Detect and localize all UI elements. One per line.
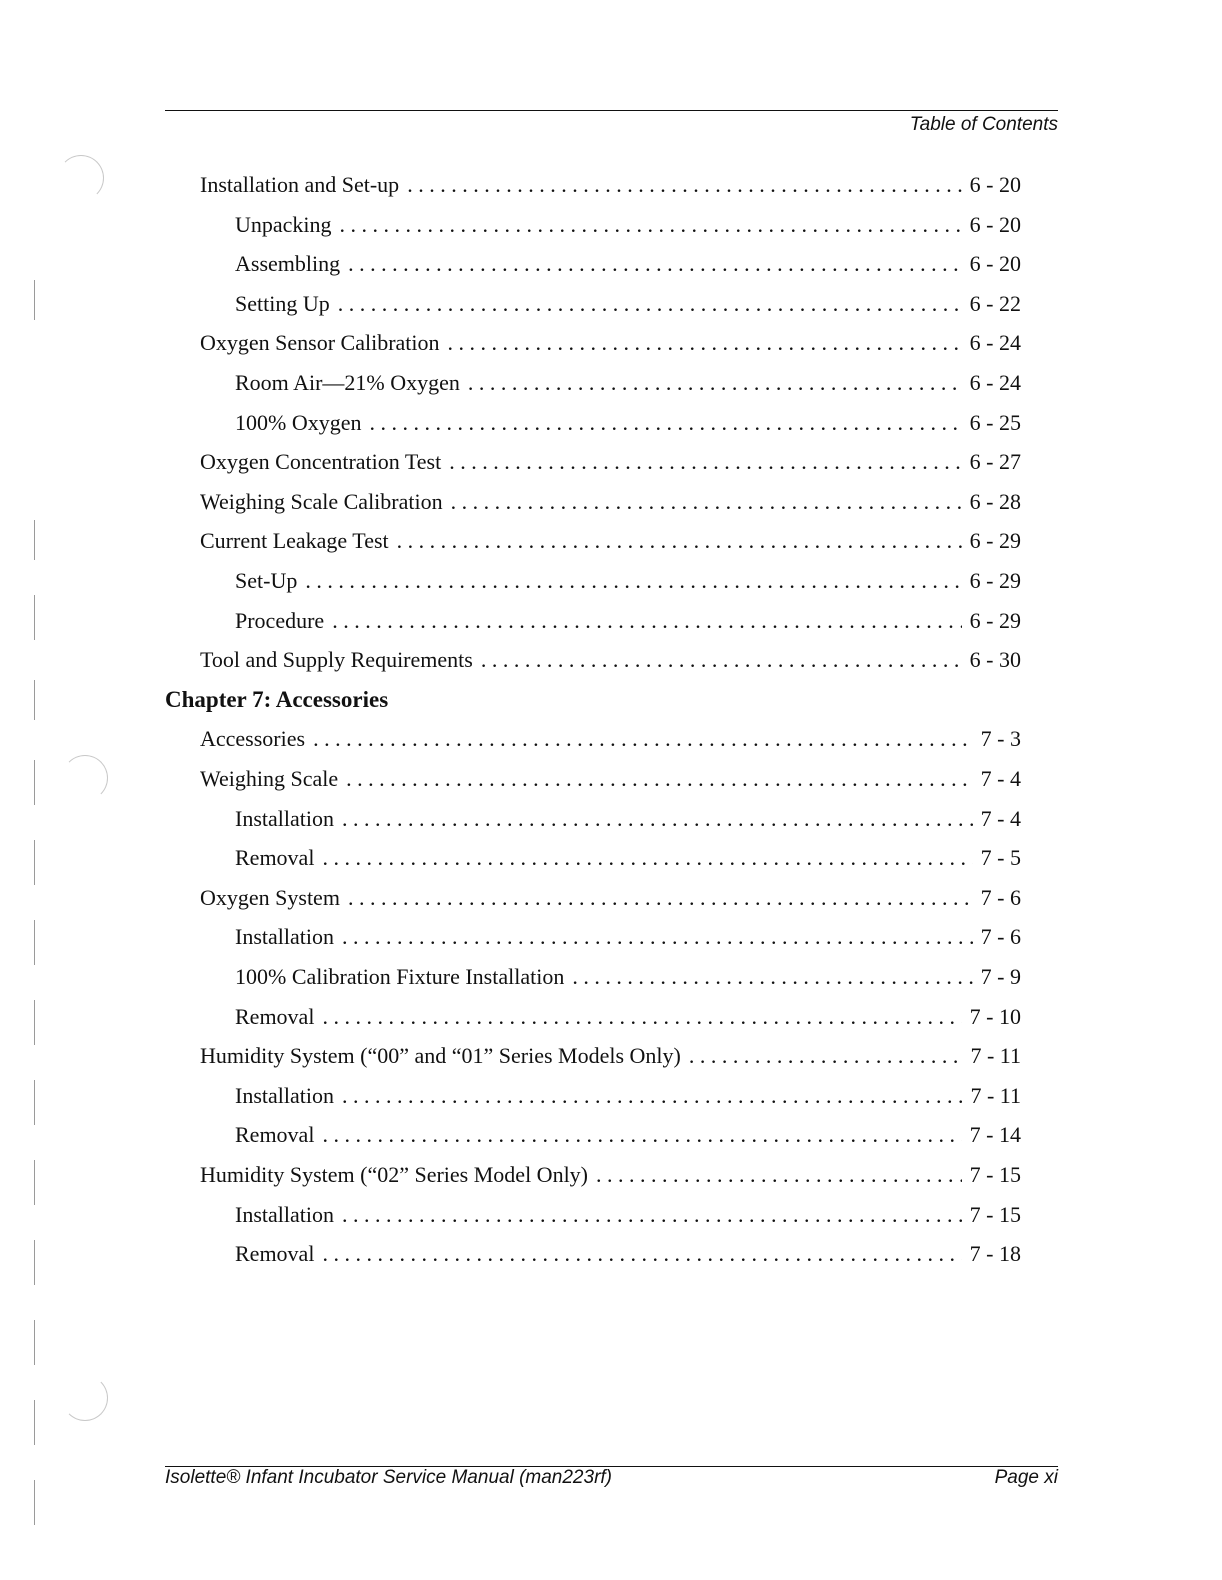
toc-entry-page: 6 - 20 (969, 251, 1021, 277)
toc-entry-page: 6 - 25 (969, 409, 1021, 435)
toc-entry-page: 6 - 20 (969, 172, 1021, 197)
toc-dot-leader (322, 1000, 961, 1034)
toc-dot-leader (369, 406, 961, 440)
toc-dot-leader (313, 722, 973, 756)
toc-entry[interactable] (235, 208, 1021, 242)
toc-entry-page: 7 - 11 (970, 1043, 1021, 1069)
toc-entry[interactable] (235, 247, 1021, 281)
toc-entry[interactable] (235, 960, 1021, 994)
toc-entry-label: Unpacking (235, 211, 332, 237)
toc-entry-page: 6 - 24 (969, 370, 1021, 395)
chapter-heading[interactable]: Chapter 7: Accessories (165, 686, 389, 712)
toc-entry[interactable] (200, 881, 1021, 915)
toc-entry-label: 100% Calibration Fixture Installation (235, 964, 565, 989)
toc-entry-label: Removal (235, 845, 315, 871)
toc-entry-label: Procedure (235, 607, 325, 633)
toc-entry[interactable] (235, 604, 1021, 638)
toc-entry-page: 7 - 15 (969, 1162, 1021, 1187)
toc-entry-label: Installation (235, 1201, 334, 1227)
toc-entry-page: 7 - 18 (969, 1241, 1021, 1267)
toc-dot-leader (342, 802, 973, 836)
toc-entry-label: Weighing Scale Calibration (200, 488, 443, 514)
toc-dot-leader (305, 564, 961, 598)
toc-dot-leader (340, 208, 962, 242)
toc-dot-leader (689, 1039, 963, 1073)
toc-entry-label: Removal (235, 1122, 315, 1148)
toc-entry-page: 7 - 6 (980, 924, 1021, 950)
toc-entry-label: Oxygen System (200, 884, 340, 910)
toc-entry-label: 100% Oxygen (235, 409, 362, 435)
toc-entry[interactable] (200, 762, 1021, 796)
toc-entry-page: 6 - 30 (969, 647, 1021, 673)
toc-entry-page: 6 - 29 (969, 568, 1021, 593)
toc-dot-leader (346, 762, 973, 796)
toc-entry-label: Tool and Supply Requirements (200, 647, 473, 673)
toc-entry[interactable] (200, 524, 1021, 558)
toc-entry[interactable] (235, 841, 1021, 875)
toc-entry-page: 6 - 28 (969, 488, 1021, 514)
toc-dot-leader (451, 485, 962, 519)
toc-dot-leader (338, 287, 962, 321)
toc-dot-leader (342, 1198, 962, 1232)
toc-entry-page: 7 - 6 (980, 884, 1021, 910)
toc-entry[interactable] (200, 326, 1021, 360)
toc-entry-label: Oxygen Sensor Calibration (200, 330, 440, 356)
toc-entry-label: Weighing Scale (200, 766, 339, 791)
toc-entry-page: 6 - 27 (969, 449, 1021, 475)
toc-entry-page: 7 - 9 (980, 964, 1021, 989)
toc-dot-leader (407, 168, 961, 202)
toc-entry-page: 7 - 4 (980, 766, 1021, 791)
toc-entry[interactable] (200, 722, 1021, 756)
toc-entry-label: Removal (235, 1003, 315, 1029)
toc-entry[interactable] (200, 168, 1021, 202)
toc-entry-page: 7 - 11 (970, 1082, 1021, 1108)
toc-entry-label: Installation (235, 1082, 334, 1108)
toc-entry-page: 6 - 29 (969, 528, 1021, 554)
toc-entry-label: Installation and Set-up (200, 172, 400, 197)
toc-dot-leader (342, 1079, 963, 1113)
toc-dot-leader (322, 1118, 961, 1152)
toc-entry-label: Humidity System (“02” Series Model Only) (200, 1162, 589, 1187)
toc-entry[interactable] (235, 1079, 1021, 1113)
toc-entry[interactable] (235, 406, 1021, 440)
toc-entry-page: 7 - 5 (980, 845, 1021, 871)
toc-entry[interactable] (200, 1158, 1021, 1192)
toc-entry-label: Humidity System (“00” and “01” Series Models Only) (200, 1043, 681, 1069)
toc-entry[interactable] (235, 1237, 1021, 1271)
toc-entry[interactable] (235, 920, 1021, 954)
toc-entry-label: Assembling (235, 251, 341, 277)
toc-entry-page: 7 - 10 (969, 1003, 1021, 1029)
toc-dot-leader (572, 960, 972, 994)
toc-dot-leader (397, 524, 962, 558)
toc-entry-page: 7 - 3 (980, 726, 1021, 752)
toc-entry-page: 6 - 29 (969, 607, 1021, 633)
toc-entry[interactable] (200, 1039, 1021, 1073)
toc-dot-leader (348, 881, 973, 915)
toc-entry-label: Oxygen Concentration Test (200, 449, 442, 475)
toc-entry-label: Installation (235, 924, 334, 950)
toc-dot-leader (596, 1158, 962, 1192)
toc-dot-leader (449, 445, 961, 479)
toc-entry[interactable] (200, 643, 1021, 677)
footer-manual-title: Isolette® Infant Incubator Service Manual (man223rf) (165, 1467, 613, 1488)
toc-entry-label: Setting Up (235, 290, 330, 316)
toc-entry-label: Accessories (200, 726, 306, 752)
toc-entry-label: Set-Up (235, 568, 298, 593)
toc-dot-leader (481, 643, 962, 677)
toc-entry-label: Current Leakage Test (200, 528, 389, 554)
toc-entry-page: 6 - 22 (969, 290, 1021, 316)
toc-dot-leader (468, 366, 962, 400)
toc-dot-leader (342, 920, 973, 954)
toc-entry[interactable] (235, 802, 1021, 836)
toc-entry-page: 7 - 15 (969, 1201, 1021, 1227)
toc-dot-leader (348, 247, 962, 281)
toc-entry-page: 6 - 24 (969, 330, 1021, 356)
toc-entry[interactable] (235, 287, 1021, 321)
toc-entry[interactable] (235, 366, 1021, 400)
toc-entry[interactable] (235, 1118, 1021, 1152)
toc-entry-page: 7 - 4 (980, 805, 1021, 831)
toc-dot-leader (448, 326, 962, 360)
toc-entry[interactable] (200, 445, 1021, 479)
toc-dot-leader (332, 604, 961, 638)
toc-dot-leader (322, 1237, 961, 1271)
toc-dot-leader (322, 841, 972, 875)
toc-entry-label: Removal (235, 1241, 315, 1267)
toc-entry[interactable] (235, 1198, 1021, 1232)
toc-entry[interactable] (235, 564, 1021, 598)
toc-entry-label: Installation (235, 805, 334, 831)
toc-entry[interactable] (200, 485, 1021, 519)
toc-entry-page: 7 - 14 (969, 1122, 1021, 1148)
header-rule (165, 110, 1058, 111)
header-section-title: Table of Contents (909, 114, 1058, 135)
toc-entry[interactable] (235, 1000, 1021, 1034)
footer-page-label: Page xi (994, 1467, 1058, 1488)
toc-entry-page: 6 - 20 (969, 211, 1021, 237)
toc-entry-label: Room Air—21% Oxygen (235, 370, 460, 395)
